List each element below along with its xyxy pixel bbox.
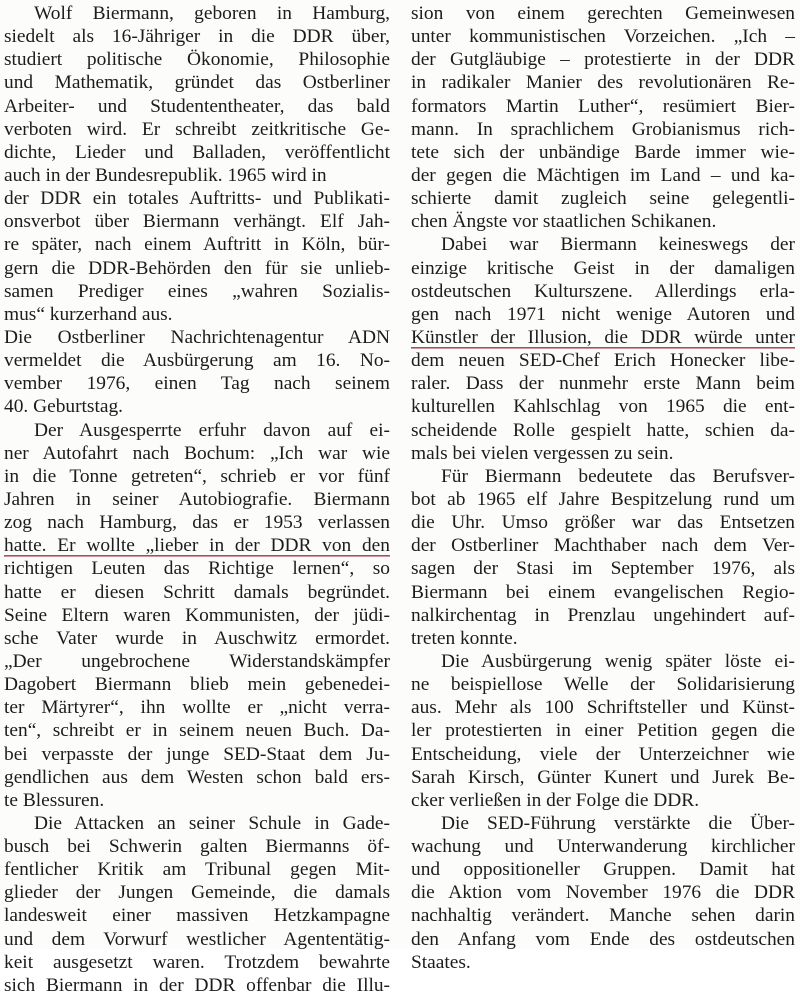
article-text-line: dem neuen SED-Chef Erich Honecker libe- bbox=[411, 350, 795, 372]
article-text-line: siedelt als 16-Jähriger in die DDR über, bbox=[4, 26, 390, 48]
article-text-line: gern die DDR-Behörden den für sie unlieb- bbox=[4, 257, 390, 279]
article-text-line: keit ausgesetzt waren. Trotzdem bewahrte bbox=[4, 951, 390, 973]
article-text-line: ner Autofahrt nach Bochum: „Ich war wie bbox=[4, 442, 390, 464]
article-text-line: sion von einem gerechten Gemeinwesen bbox=[411, 3, 795, 24]
article-text-line: re später, nach einem Auftritt in Köln, bür- bbox=[4, 234, 390, 256]
article-text-line: ostdeutschen Kulturszene. Allerdings erla- bbox=[411, 280, 795, 302]
article-text-line: Die SED-Führung verstärkte die Über- bbox=[441, 812, 795, 834]
article-text-line: und oppositioneller Gruppen. Damit hat bbox=[411, 859, 795, 881]
article-text-line: dichte, Lieder und Balladen, veröffentlicht bbox=[4, 141, 390, 163]
article-text-line: ter Märtyrer“, ihn wollte er „nicht verra- bbox=[4, 697, 390, 719]
article-text-line: „Der ungebrochene Widerstandskämpfer bbox=[4, 650, 390, 672]
article-text-line: glieder der Jungen Gemeinde, die damals bbox=[4, 882, 390, 904]
article-text-line: gendlichen aus dem Westen schon bald ers- bbox=[4, 766, 390, 788]
article-text-line: kulturellen Kahlschlag von 1965 die ent- bbox=[411, 396, 795, 418]
article-text-line: studiert politische Ökonomie, Philosophie bbox=[4, 49, 390, 71]
article-text-line: und dem Vorwurf westlicher Agententätig- bbox=[4, 928, 390, 950]
article-text-line: in radikaler Manier des revolutionären Re- bbox=[411, 72, 795, 94]
article-text-line: gen nach 1971 nicht wenige Autoren und bbox=[411, 303, 795, 325]
article-text-line: verboten wird. Er schreibt zeitkritische Ge- bbox=[4, 118, 390, 140]
article-text-line: und Mathematik, gründet das Ostberliner bbox=[4, 72, 390, 94]
article-text-line: bei verpasste der junge SED-Staat dem Ju- bbox=[4, 743, 390, 765]
article-text-line: Arbeiter- und Studententheater, das bald bbox=[4, 95, 390, 117]
article-text-line: formators Martin Luther“, resümiert Bier- bbox=[411, 95, 795, 117]
article-text-line: Für Biermann bedeutete das Berufsver- bbox=[441, 465, 795, 487]
article-text-line: Der Ausgesperrte erfuhr davon auf ei- bbox=[34, 419, 390, 441]
article-text-line: treten konnte. bbox=[411, 627, 518, 649]
article-text-line: wachung und Unterwanderung kirchlicher bbox=[411, 836, 795, 858]
article-text-line: nachhaltig verändert. Manche sehen darin bbox=[411, 905, 795, 927]
article-text-line: Biermann bei einem evangelischen Regio- bbox=[411, 581, 795, 603]
article-text-line: Die Ausbürgerung wenig später löste ei- bbox=[441, 650, 795, 672]
article-text-line: Jahren in seiner Autobiografie. Biermann bbox=[4, 488, 390, 510]
article-text-line: Staates. bbox=[411, 951, 471, 973]
article-text-line: aus. Mehr als 100 Schriftsteller und Künst- bbox=[411, 697, 795, 719]
article-text-line: cker verließen in der Folge die DDR. bbox=[411, 789, 700, 811]
article-text-line: hatte er diesen Schritt damals begründet. bbox=[4, 581, 390, 603]
article-text-line: vember 1976, einen Tag nach seinem bbox=[4, 373, 390, 395]
article-text-line: mals bei vielen vergessen zu sein. bbox=[411, 442, 674, 464]
article-text-line: den Anfang vom Ende des ostdeutschen bbox=[411, 928, 795, 950]
article-text-line: mus“ kurzerhand aus. bbox=[4, 303, 173, 325]
article-text-line: Wolf Biermann, geboren in Hamburg, bbox=[34, 3, 390, 24]
article-text-line: Künstler der Illusion, die DDR würde unter bbox=[411, 326, 795, 348]
article-text-line: Die Attacken an seiner Schule in Gade- bbox=[34, 812, 390, 834]
article-text-line: ne beispiellose Welle der Solidarisierung bbox=[411, 674, 795, 696]
article-text-line: scheidende Rolle gespielt hatte, schien da- bbox=[411, 419, 795, 441]
article-text-line: richtigen Leuten das Richtige lernen“, so bbox=[4, 558, 390, 580]
article-text-line: in die Tonne getreten“, schrieb er vor fünf bbox=[4, 465, 390, 487]
article-text-line: chen Ängste vor staatlichen Schikanen. bbox=[411, 211, 717, 233]
article-text-line: die Uhr. Umso größer war das Entsetzen bbox=[411, 512, 795, 534]
article-text-line: der Ostberliner Machthaber nach dem Ver- bbox=[411, 535, 795, 557]
article-text-line: schierte damit zugleich seine gelegentli- bbox=[411, 188, 795, 210]
article-text-line: fentlicher Kritik am Tribunal gegen Mit- bbox=[4, 859, 390, 881]
article-text-line: bot ab 1965 elf Jahre Bespitzelung rund um bbox=[411, 488, 795, 510]
article-column-left bbox=[4, 2, 390, 997]
article-text-line: ler protestierten in einer Petition gegen die bbox=[411, 720, 795, 742]
article-text-line: unter kommunistischen Vorzeichen. „Ich – bbox=[411, 26, 795, 48]
article-text-line: Entscheidung, viele der Unterzeichner wie bbox=[411, 743, 795, 765]
article-text-line: 40. Geburtstag. bbox=[4, 396, 124, 418]
article-text-line: landesweit einer massiven Hetzkampagne bbox=[4, 905, 390, 927]
article-text-line: der gegen die Mächtigen im Land – und ka- bbox=[411, 164, 795, 186]
article-column-right bbox=[411, 2, 795, 974]
article-text-line: raler. Dass der nunmehr erste Mann beim bbox=[411, 373, 795, 395]
article-text-line: nalkirchentag in Prenzlau ungehindert auf- bbox=[411, 604, 795, 626]
article-text-line: samen Prediger eines „wahren Sozialis- bbox=[4, 280, 390, 302]
article-text-line: einzige kritische Geist in der damaligen bbox=[411, 257, 795, 279]
article-text-line: sich Biermann in der DDR offenbar die Illu- bbox=[4, 974, 390, 996]
article-text-line: zog nach Hamburg, das er 1953 verlassen bbox=[4, 512, 390, 534]
article-text-line: ten“, schreibt er in seinem neuen Buch. Da- bbox=[4, 720, 390, 742]
article-text-line: onsverbot über Biermann verhängt. Elf Jah- bbox=[4, 211, 390, 233]
article-text-line: mann. In sprachlichem Grobianismus rich- bbox=[411, 118, 795, 140]
article-text-line: sagen der Stasi im September 1976, als bbox=[411, 558, 795, 580]
article-text-line: Seine Eltern waren Kommunisten, der jüdi- bbox=[4, 604, 390, 626]
article-text-line: Die Ostberliner Nachrichtenagentur ADN bbox=[4, 326, 390, 348]
article-text-line: Dabei war Biermann keineswegs der bbox=[441, 234, 795, 256]
article-text-line: sche Vater wurde in Auschwitz ermordet. bbox=[4, 627, 390, 649]
article-text-line: te Blessuren. bbox=[4, 789, 105, 811]
article-text-line: Dagobert Biermann blieb mein gebenedei- bbox=[4, 674, 390, 696]
article-text-line: der Gutgläubige – protestierte in der DDR bbox=[411, 49, 795, 71]
article-text-line: tete sich der unbändige Barde immer wie- bbox=[411, 141, 795, 163]
article-text-line: vermeldet die Ausbürgerung am 16. No- bbox=[4, 350, 390, 372]
article-text-line: Sarah Kirsch, Günter Kunert und Jurek Be- bbox=[411, 766, 795, 788]
article-text-line: auch in der Bundesrepublik. 1965 wird in bbox=[4, 164, 327, 186]
article-text-line: hatte. Er wollte „lieber in der DDR von den bbox=[4, 535, 390, 557]
article-text-line: die Aktion vom November 1976 die DDR bbox=[411, 882, 795, 904]
article-text-line: busch bei Schwerin galten Biermanns öf- bbox=[4, 836, 390, 858]
article-text-line: der DDR ein totales Auftritts- und Publikati- bbox=[4, 188, 390, 210]
